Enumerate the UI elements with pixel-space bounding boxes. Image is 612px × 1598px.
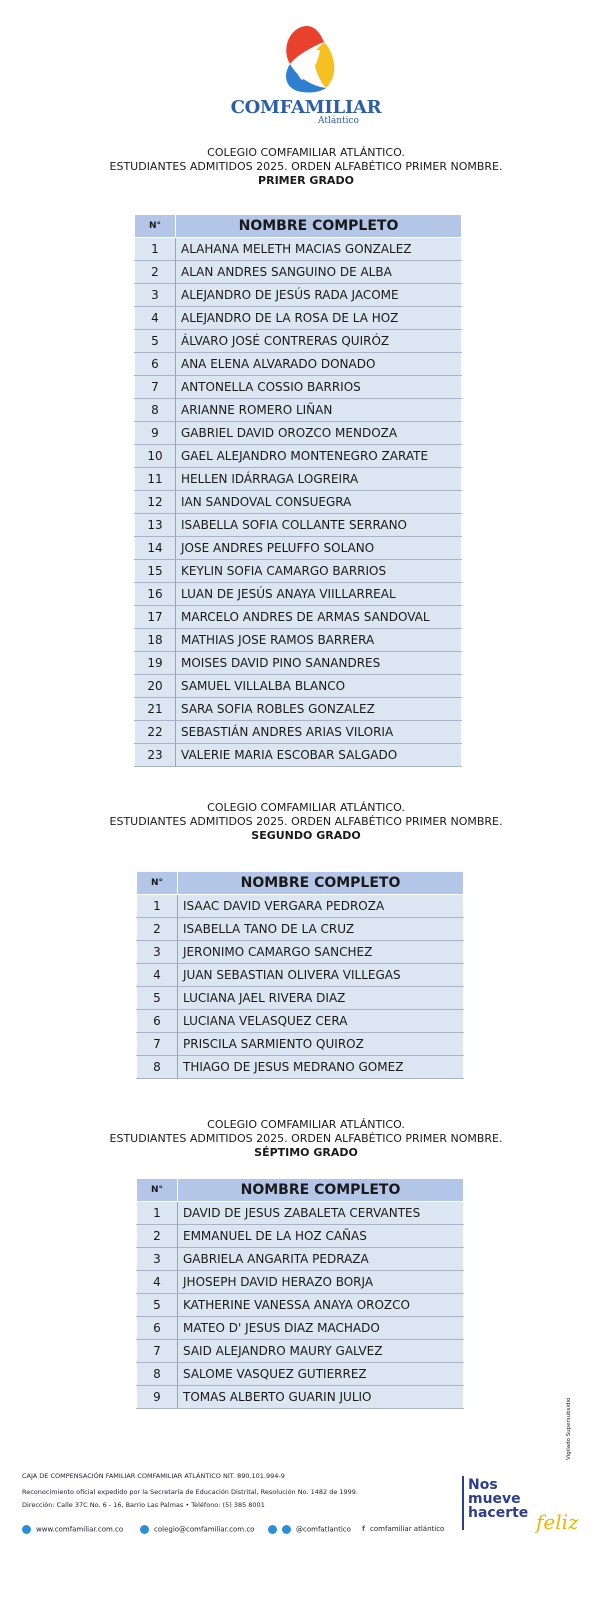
row-number: 6 bbox=[137, 1010, 178, 1033]
table-row bbox=[135, 330, 462, 353]
slogan-bar bbox=[462, 1476, 464, 1530]
heading-grade: SEGUNDO GRADO bbox=[251, 829, 361, 842]
heading-grade: PRIMER GRADO bbox=[258, 174, 354, 187]
student-name: ALEJANDRO DE JESÚS RADA JACOME bbox=[176, 284, 462, 307]
row-number: 8 bbox=[137, 1056, 178, 1079]
instagram-icon bbox=[268, 1525, 277, 1534]
section-heading bbox=[0, 801, 612, 843]
table-row bbox=[135, 261, 462, 284]
table-row bbox=[135, 560, 462, 583]
column-header-number: N° bbox=[137, 1179, 178, 1202]
student-name: GAEL ALEJANDRO MONTENEGRO ZARATE bbox=[176, 445, 462, 468]
table-row bbox=[135, 652, 462, 675]
table-row bbox=[135, 721, 462, 744]
student-name: ANA ELENA ALVARADO DONADO bbox=[176, 353, 462, 376]
student-name: IAN SANDOVAL CONSUEGRA bbox=[176, 491, 462, 514]
table-row bbox=[137, 1010, 464, 1033]
table-row bbox=[137, 1317, 464, 1340]
heading-line2: ESTUDIANTES ADMITIDOS 2025. ORDEN ALFABÉTICO PRIMER NOMBRE. bbox=[109, 160, 503, 173]
footer-email-text: colegio@comfamiliar.com.co bbox=[154, 1525, 255, 1534]
column-header-name: NOMBRE COMPLETO bbox=[176, 215, 462, 238]
slogan bbox=[462, 1476, 582, 1538]
row-number: 6 bbox=[135, 353, 176, 376]
footer-address: Dirección: Calle 37C No. 6 - 16, Barrio Las Palmas • Teléfono: (5) 385 8001 bbox=[22, 1501, 265, 1509]
email-icon bbox=[140, 1525, 149, 1534]
student-name: LUCIANA JAEL RIVERA DIAZ bbox=[178, 987, 464, 1010]
row-number: 2 bbox=[135, 261, 176, 284]
footer-email-link[interactable] bbox=[140, 1525, 254, 1534]
student-name: EMMANUEL DE LA HOZ CAÑAS bbox=[178, 1225, 464, 1248]
student-name: JOSE ANDRES PELUFFO SOLANO bbox=[176, 537, 462, 560]
row-number: 10 bbox=[135, 445, 176, 468]
table-row bbox=[137, 941, 464, 964]
row-number: 4 bbox=[137, 1271, 178, 1294]
table-row bbox=[137, 1271, 464, 1294]
student-name: TOMAS ALBERTO GUARIN JULIO bbox=[178, 1386, 464, 1409]
footer-nit: NIT. 890.101.994-9 bbox=[222, 1472, 285, 1480]
table-row bbox=[137, 987, 464, 1010]
footer-web-text: www.comfamiliar.com.co bbox=[36, 1525, 124, 1534]
row-number: 8 bbox=[137, 1363, 178, 1386]
table-row bbox=[135, 353, 462, 376]
row-number: 4 bbox=[137, 964, 178, 987]
students-table bbox=[134, 214, 462, 767]
table-row bbox=[137, 1056, 464, 1079]
student-name: GABRIEL DAVID OROZCO MENDOZA bbox=[176, 422, 462, 445]
student-name: MATEO D' JESUS DIAZ MACHADO bbox=[178, 1317, 464, 1340]
row-number: 12 bbox=[135, 491, 176, 514]
table-row bbox=[135, 698, 462, 721]
student-name: ISABELLA TANO DE LA CRUZ bbox=[178, 918, 464, 941]
heading-grade: SÉPTIMO GRADO bbox=[254, 1146, 358, 1159]
table-row bbox=[135, 468, 462, 491]
student-name: MARCELO ANDRES DE ARMAS SANDOVAL bbox=[176, 606, 462, 629]
table-row bbox=[137, 1386, 464, 1409]
student-name: KEYLIN SOFIA CAMARGO BARRIOS bbox=[176, 560, 462, 583]
student-name: PRISCILA SARMIENTO QUIROZ bbox=[178, 1033, 464, 1056]
table-row bbox=[135, 491, 462, 514]
row-number: 3 bbox=[137, 941, 178, 964]
table-row bbox=[137, 1202, 464, 1225]
row-number: 5 bbox=[135, 330, 176, 353]
row-number: 22 bbox=[135, 721, 176, 744]
student-name: ALEJANDRO DE LA ROSA DE LA HOZ bbox=[176, 307, 462, 330]
row-number: 16 bbox=[135, 583, 176, 606]
heading-line1: COLEGIO COMFAMILIAR ATLÁNTICO. bbox=[207, 146, 405, 159]
student-name: ALAHANA MELETH MACIAS GONZALEZ bbox=[176, 238, 462, 261]
table-row bbox=[137, 1225, 464, 1248]
student-name: ISABELLA SOFIA COLLANTE SERRANO bbox=[176, 514, 462, 537]
row-number: 7 bbox=[135, 376, 176, 399]
footer-recognition: Reconocimiento oficial expedido por la Secretaría de Educación Distrital, Resolución No. 1482 de 1999. bbox=[22, 1488, 359, 1496]
table-row bbox=[135, 514, 462, 537]
footer-facebook-link[interactable] bbox=[362, 1525, 444, 1533]
heading-line2: ESTUDIANTES ADMITIDOS 2025. ORDEN ALFABÉTICO PRIMER NOMBRE. bbox=[109, 1132, 503, 1145]
table-row bbox=[137, 1363, 464, 1386]
student-name: LUAN DE JESÚS ANAYA VIILLARREAL bbox=[176, 583, 462, 606]
table-row bbox=[135, 376, 462, 399]
facebook-icon: f bbox=[362, 1525, 366, 1533]
table-header-row bbox=[135, 215, 462, 238]
column-header-number: N° bbox=[135, 215, 176, 238]
student-name: SALOME VASQUEZ GUTIERREZ bbox=[178, 1363, 464, 1386]
row-number: 5 bbox=[137, 1294, 178, 1317]
footer-instagram-text: @comfatlantico bbox=[296, 1525, 351, 1534]
row-number: 3 bbox=[137, 1248, 178, 1271]
row-number: 7 bbox=[137, 1033, 178, 1056]
row-number: 5 bbox=[137, 987, 178, 1010]
footer-org bbox=[22, 1472, 285, 1480]
column-header-name: NOMBRE COMPLETO bbox=[178, 1179, 464, 1202]
row-number: 18 bbox=[135, 629, 176, 652]
table-row bbox=[135, 284, 462, 307]
student-name: LUCIANA VELASQUEZ CERA bbox=[178, 1010, 464, 1033]
row-number: 6 bbox=[137, 1317, 178, 1340]
row-number: 19 bbox=[135, 652, 176, 675]
student-name: VALERIE MARIA ESCOBAR SALGADO bbox=[176, 744, 462, 767]
slogan-feliz: feliz bbox=[536, 1510, 579, 1534]
vigilado-label bbox=[566, 1380, 580, 1460]
row-number: 23 bbox=[135, 744, 176, 767]
table-header-row bbox=[137, 1179, 464, 1202]
footer-instagram-link[interactable] bbox=[268, 1525, 351, 1534]
heading-line1: COLEGIO COMFAMILIAR ATLÁNTICO. bbox=[207, 801, 405, 814]
table-row bbox=[135, 238, 462, 261]
twitter-icon bbox=[282, 1525, 291, 1534]
table-header-row bbox=[137, 872, 464, 895]
column-header-name: NOMBRE COMPLETO bbox=[178, 872, 464, 895]
table-row bbox=[135, 422, 462, 445]
row-number: 1 bbox=[137, 1202, 178, 1225]
student-name: THIAGO DE JESUS MEDRANO GOMEZ bbox=[178, 1056, 464, 1079]
row-number: 3 bbox=[135, 284, 176, 307]
student-name: SARA SOFIA ROBLES GONZALEZ bbox=[176, 698, 462, 721]
table-row bbox=[137, 1294, 464, 1317]
student-name: DAVID DE JESUS ZABALETA CERVANTES bbox=[178, 1202, 464, 1225]
table-row bbox=[135, 606, 462, 629]
section-heading bbox=[0, 146, 612, 188]
student-name: GABRIELA ANGARITA PEDRAZA bbox=[178, 1248, 464, 1271]
slogan-line1: Nos bbox=[468, 1477, 498, 1493]
students-table bbox=[136, 871, 464, 1079]
students-table bbox=[136, 1178, 464, 1409]
table-row bbox=[135, 583, 462, 606]
row-number: 14 bbox=[135, 537, 176, 560]
table-row bbox=[135, 629, 462, 652]
slogan-line3: hacerte bbox=[468, 1505, 529, 1521]
student-name: KATHERINE VANESSA ANAYA OROZCO bbox=[178, 1294, 464, 1317]
table-row bbox=[137, 1248, 464, 1271]
footer-web-link[interactable] bbox=[22, 1525, 123, 1534]
comfamiliar-logo-icon bbox=[262, 24, 352, 96]
row-number: 20 bbox=[135, 675, 176, 698]
column-header-number: N° bbox=[137, 872, 178, 895]
student-name: ALAN ANDRES SANGUINO DE ALBA bbox=[176, 261, 462, 284]
student-name: JHOSEPH DAVID HERAZO BORJA bbox=[178, 1271, 464, 1294]
table-row bbox=[135, 744, 462, 767]
footer-org-name: CAJA DE COMPENSACIÓN FAMILIAR COMFAMILIAR ATLÁNTICO bbox=[22, 1472, 221, 1480]
table-row bbox=[137, 895, 464, 918]
globe-icon bbox=[22, 1525, 31, 1534]
table-row bbox=[137, 918, 464, 941]
row-number: 1 bbox=[135, 238, 176, 261]
student-name: MATHIAS JOSE RAMOS BARRERA bbox=[176, 629, 462, 652]
table-row bbox=[137, 1033, 464, 1056]
row-number: 9 bbox=[135, 422, 176, 445]
row-number: 21 bbox=[135, 698, 176, 721]
table-row bbox=[135, 307, 462, 330]
student-name: ARIANNE ROMERO LIÑAN bbox=[176, 399, 462, 422]
vigilado-text: Vigilado Supersubsidio bbox=[566, 1397, 572, 1460]
brand-name: COMFAMILIAR bbox=[230, 97, 382, 118]
student-name: ISAAC DAVID VERGARA PEDROZA bbox=[178, 895, 464, 918]
row-number: 1 bbox=[137, 895, 178, 918]
row-number: 11 bbox=[135, 468, 176, 491]
student-name: JUAN SEBASTIAN OLIVERA VILLEGAS bbox=[178, 964, 464, 987]
student-name: SAMUEL VILLALBA BLANCO bbox=[176, 675, 462, 698]
table-row bbox=[137, 1340, 464, 1363]
slogan-line2: mueve bbox=[468, 1491, 521, 1507]
student-name: JERONIMO CAMARGO SANCHEZ bbox=[178, 941, 464, 964]
heading-line2: ESTUDIANTES ADMITIDOS 2025. ORDEN ALFABÉTICO PRIMER NOMBRE. bbox=[109, 815, 503, 828]
student-name: ÁLVARO JOSÉ CONTRERAS QUIRÓZ bbox=[176, 330, 462, 353]
row-number: 13 bbox=[135, 514, 176, 537]
brand-subtitle: Atlántico bbox=[318, 116, 359, 126]
student-name: SEBASTIÁN ANDRES ARIAS VILORIA bbox=[176, 721, 462, 744]
heading-line1: COLEGIO COMFAMILIAR ATLÁNTICO. bbox=[207, 1118, 405, 1131]
table-row bbox=[135, 537, 462, 560]
row-number: 7 bbox=[137, 1340, 178, 1363]
student-name: ANTONELLA COSSIO BARRIOS bbox=[176, 376, 462, 399]
student-name: MOISES DAVID PINO SANANDRES bbox=[176, 652, 462, 675]
row-number: 2 bbox=[137, 1225, 178, 1248]
row-number: 8 bbox=[135, 399, 176, 422]
row-number: 4 bbox=[135, 307, 176, 330]
footer-facebook-text: comfamiliar atlántico bbox=[370, 1525, 445, 1533]
section-heading bbox=[0, 1118, 612, 1160]
row-number: 15 bbox=[135, 560, 176, 583]
table-row bbox=[135, 445, 462, 468]
row-number: 2 bbox=[137, 918, 178, 941]
table-row bbox=[135, 675, 462, 698]
table-row bbox=[137, 964, 464, 987]
student-name: HELLEN IDÁRRAGA LOGREIRA bbox=[176, 468, 462, 491]
student-name: SAID ALEJANDRO MAURY GALVEZ bbox=[178, 1340, 464, 1363]
row-number: 9 bbox=[137, 1386, 178, 1409]
table-row bbox=[135, 399, 462, 422]
logo bbox=[0, 0, 612, 140]
row-number: 17 bbox=[135, 606, 176, 629]
